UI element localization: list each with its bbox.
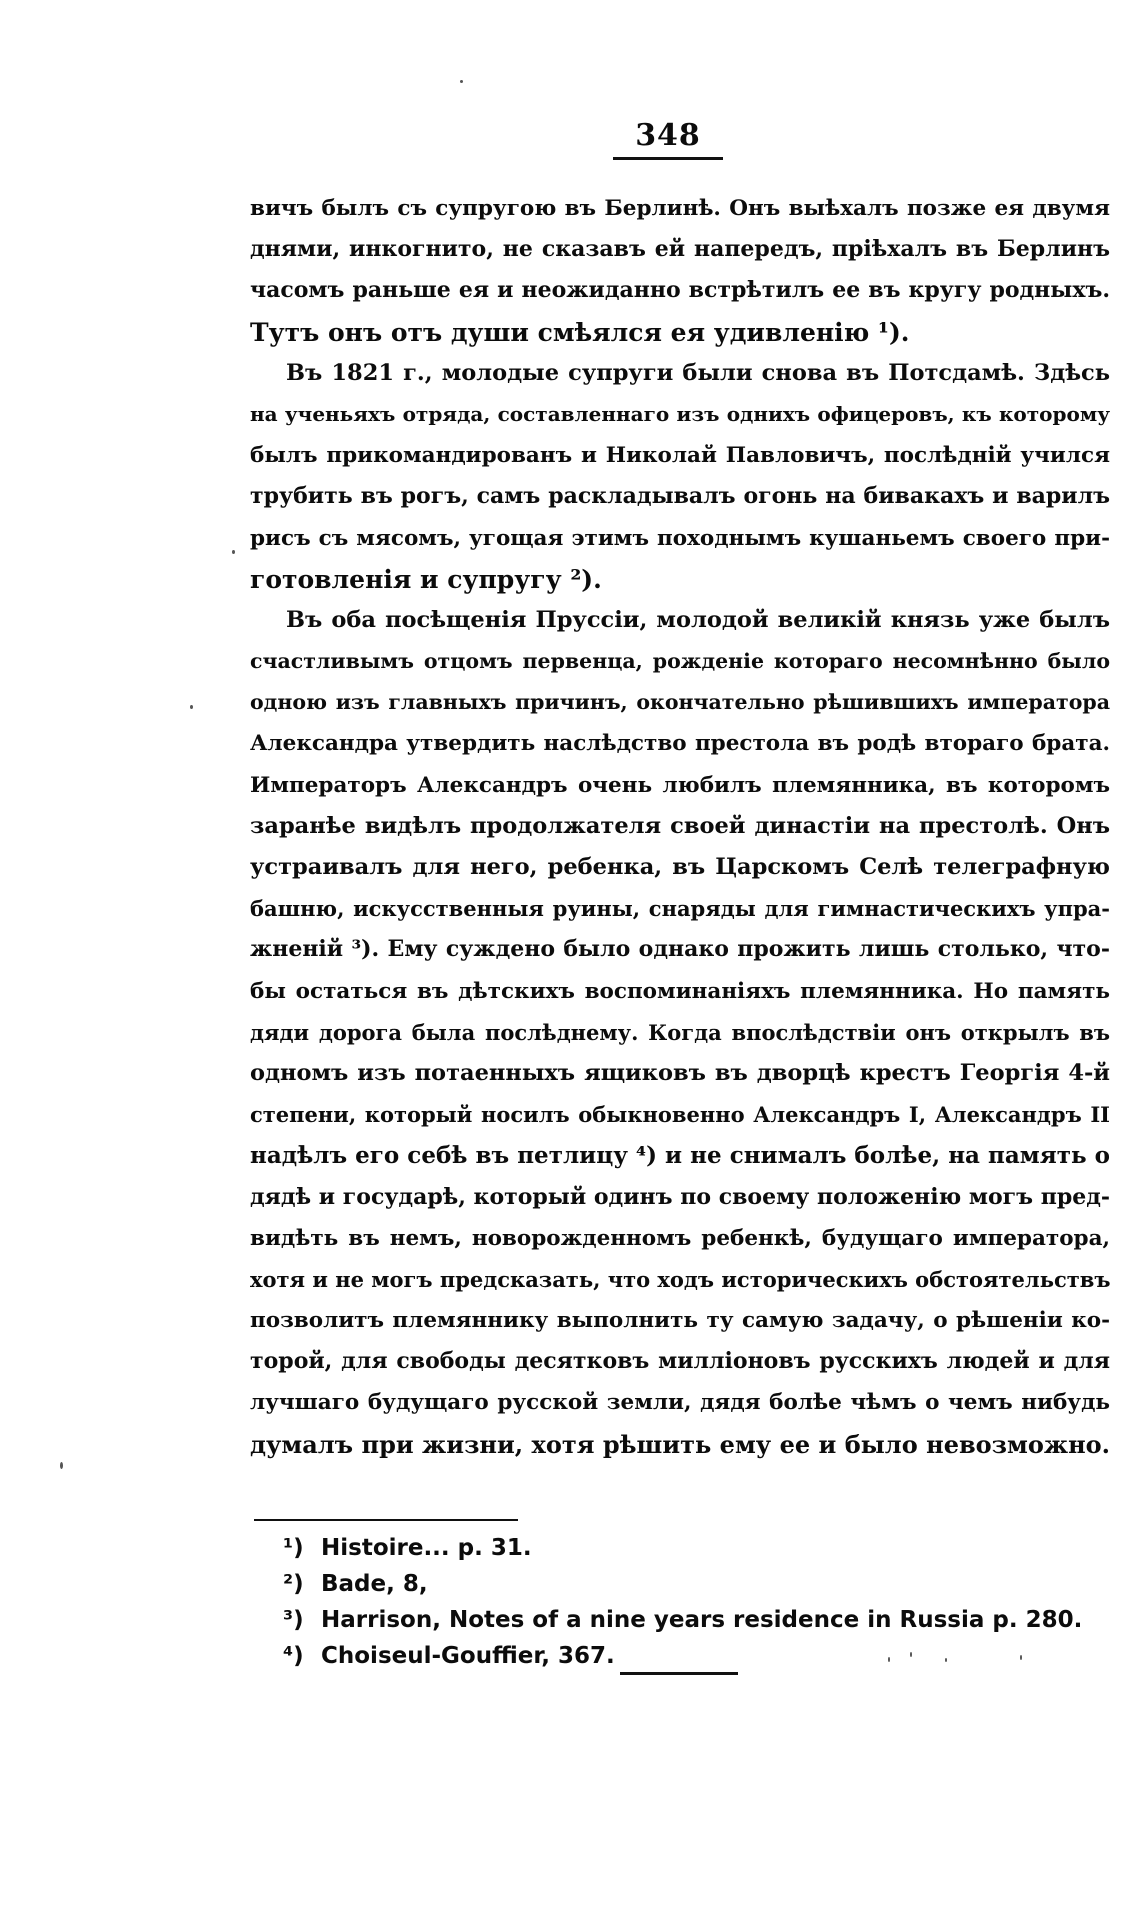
footnote-divider bbox=[254, 1519, 518, 1521]
text-line: заранѣе видѣлъ продолжателя своей династіи на престолѣ. Онъ bbox=[250, 812, 1110, 839]
text-line: Въ оба посѣщенія Пруссіи, молодой великій князь уже былъ bbox=[286, 606, 1110, 633]
page-end-rule bbox=[620, 1672, 738, 1675]
text-line: одною изъ главныхъ причинъ, окончательно рѣшившихъ императора bbox=[250, 690, 1110, 715]
page-number-underline bbox=[613, 157, 723, 160]
text-line: часомъ раньше ея и неожиданно встрѣтилъ ее въ кругу родныхъ. bbox=[250, 277, 1110, 304]
scan-speck bbox=[232, 550, 235, 554]
text-line: Императоръ Александръ очень любилъ племянника, въ которомъ bbox=[250, 772, 1110, 798]
text-line: видѣть въ немъ, новорожденномъ ребенкѣ, будущаго императора, bbox=[250, 1225, 1110, 1251]
text-line: позволитъ племяннику выполнить ту самую задачу, о рѣшеніи ко- bbox=[250, 1308, 1110, 1334]
text-line: рисъ съ мясомъ, угощая этимъ походнымъ кушаньемъ своего при- bbox=[250, 525, 1110, 551]
text-line: лучшаго будущаго русской земли, дядя болѣе чѣмъ о чемъ нибудь bbox=[250, 1390, 1110, 1416]
text-line: на ученьяхъ отряда, составленнаго изъ однихъ офицеровъ, къ которому bbox=[250, 401, 1110, 426]
footnote bbox=[283, 1638, 1103, 1674]
page-header bbox=[613, 118, 723, 160]
text-line: трубить въ рогъ, самъ раскладывалъ огонь на бивакахъ и варилъ bbox=[250, 483, 1110, 510]
text-line: Тутъ онъ отъ души смѣялся ея удивленію ¹). bbox=[250, 317, 910, 347]
text-line: торой, для свободы десятковъ милліоновъ русскихъ людей и для bbox=[250, 1348, 1110, 1375]
text-line: одномъ изъ потаенныхъ ящиковъ въ дворцѣ крестъ Георгія 4-й bbox=[250, 1059, 1110, 1086]
footnote-text: Harrison, Notes of a nine years residence in Russia p. 280. bbox=[321, 1607, 1083, 1633]
text-line: Александра утвердить наслѣдство престола въ родѣ втораго брата. bbox=[250, 731, 1110, 757]
text-line: дяди дорога была послѣднему. Когда впослѣдствіи онъ открылъ въ bbox=[250, 1019, 1110, 1045]
text-line: Въ 1821 г., молодые супруги были снова въ Потсдамѣ. Здѣсь bbox=[286, 359, 1110, 386]
scan-speck bbox=[888, 1657, 890, 1662]
footnote bbox=[283, 1530, 1103, 1566]
footnote-text: Histoire... p. 31. bbox=[321, 1535, 532, 1561]
footnote-mark: ¹) bbox=[283, 1535, 304, 1561]
text-line: башню, искусственныя руины, снаряды для гимнастическихъ упра- bbox=[250, 896, 1110, 922]
text-line: былъ прикомандированъ и Николай Павловичъ, послѣдній учился bbox=[250, 443, 1110, 469]
scan-speck bbox=[910, 1652, 912, 1657]
text-line: хотя и не могъ предсказать, что ходъ историческихъ обстоятельствъ bbox=[250, 1266, 1110, 1292]
body-text bbox=[250, 188, 1110, 1465]
text-line: вичъ былъ съ супругою въ Берлинѣ. Онъ выѣхалъ позже ея двумя bbox=[250, 196, 1110, 221]
footnote bbox=[283, 1566, 1103, 1602]
text-line: надѣлъ его себѣ въ петлицу ⁴) и не снималъ болѣе, на память о bbox=[250, 1142, 1110, 1170]
text-line: готовленія и супругу ²). bbox=[250, 564, 602, 594]
footnotes bbox=[283, 1530, 1103, 1674]
text-line: жненій ³). Ему суждено было однако прожить лишь столько, что- bbox=[250, 936, 1110, 963]
text-line: бы остаться въ дѣтскихъ воспоминаніяхъ племянника. Но память bbox=[250, 978, 1110, 1004]
footnote-text: Bade, 8, bbox=[321, 1571, 428, 1597]
text-line: днями, инкогнито, не сказавъ ей напередъ, пріѣхалъ въ Берлинъ bbox=[250, 236, 1110, 263]
scan-speck bbox=[945, 1658, 947, 1662]
text-line: устраивалъ для него, ребенка, въ Царскомъ Селѣ телеграфную bbox=[250, 854, 1110, 880]
text-line: дядѣ и государѣ, который одинъ по своему положенію могъ пред- bbox=[250, 1183, 1110, 1210]
footnote-text: Choiseul-Gouffier, 367. bbox=[321, 1643, 615, 1669]
text-line: степени, который носилъ обыкновенно Александръ I, Александръ II bbox=[250, 1102, 1110, 1128]
footnote-mark: ²) bbox=[283, 1571, 304, 1597]
text-line: думалъ при жизни, хотя рѣшить ему ее и было невозможно. bbox=[250, 1429, 1110, 1459]
footnote-mark: ³) bbox=[283, 1607, 304, 1633]
scan-speck bbox=[60, 1462, 63, 1469]
text-line: счастливымъ отцомъ первенца, рожденіе котораго несомнѣнно было bbox=[250, 649, 1110, 674]
page-number: 348 bbox=[635, 118, 701, 153]
scan-speck bbox=[460, 80, 463, 83]
scan-speck bbox=[1020, 1655, 1022, 1660]
footnote bbox=[283, 1602, 1103, 1638]
scan-speck bbox=[190, 705, 193, 709]
footnote-mark: ⁴) bbox=[283, 1643, 304, 1669]
